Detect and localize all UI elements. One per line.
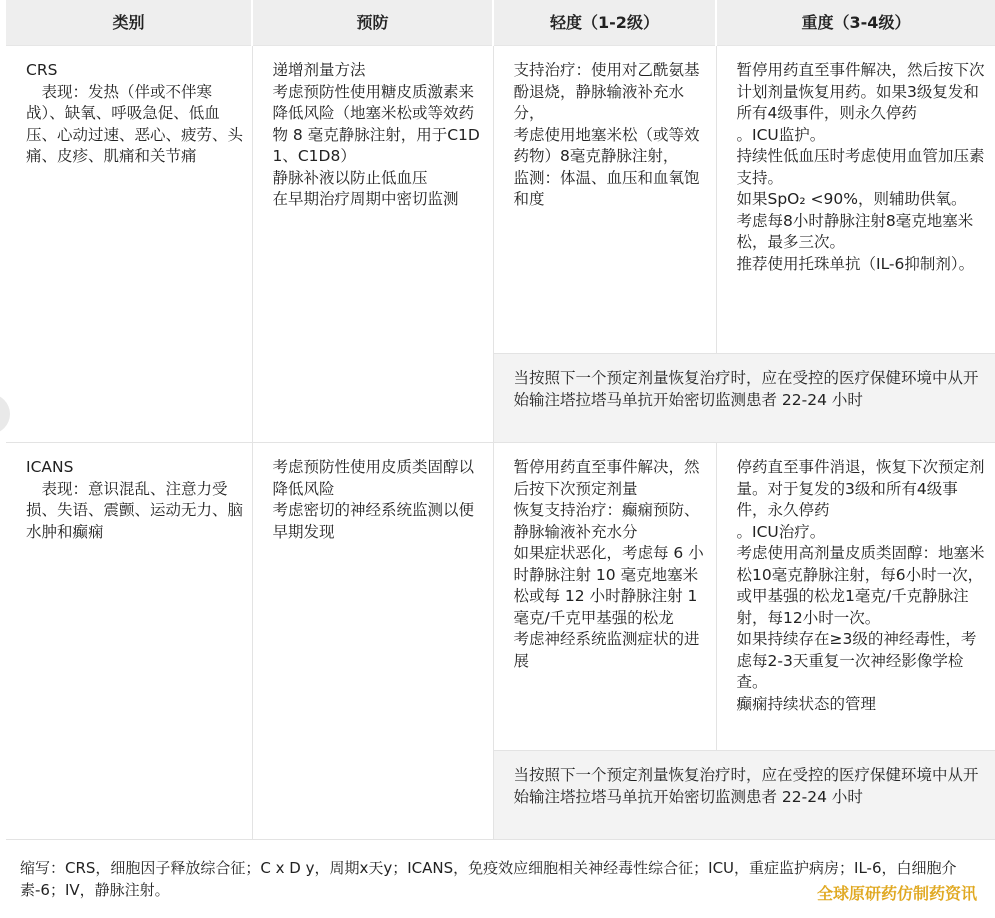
icans-manifestations: 表现：意识混乱、注意力受损、失语、震颤、运动无力、脑水肿和癫痫 <box>26 479 244 541</box>
icans-mild-line: 考虑神经系统监测症状的进展 <box>513 630 700 670</box>
crs-category-cell <box>6 46 252 443</box>
crs-severe-line: 考虑每8小时静脉注射8毫克地塞米松，最多三次。 <box>736 211 974 251</box>
icans-resume-note: 当按照下一个预定剂量恢复治疗时，应在受控的医疗保健环境中从开始输注塔拉塔马单抗开始密切监测患者 22-24 小时 <box>493 751 995 840</box>
table-row-crs <box>6 46 995 354</box>
icans-mild-cell <box>493 443 716 751</box>
crs-severe-cell <box>716 46 995 354</box>
treatment-table <box>6 0 995 840</box>
icans-mild-line: 恢复支持治疗：癫痫预防、静脉输液补充水分 <box>513 501 700 541</box>
crs-prevention-line: 递增剂量方法 <box>272 61 366 79</box>
icans-severe-line: 癫痫持续状态的管理 <box>736 694 877 713</box>
icans-category-cell <box>6 443 252 840</box>
treatment-table-wrapper <box>6 0 995 840</box>
crs-severe-line: 持续性低血压时考虑使用血管加压素支持。 <box>736 147 985 187</box>
table-header-row <box>6 0 995 46</box>
icans-prevention-line: 考虑预防性使用皮质类固醇以降低风险 <box>272 458 475 498</box>
crs-mild-line: 监测：体温、血压和血氧饱和度 <box>513 168 700 208</box>
crs-prevention-line: 考虑预防性使用糖皮质激素来降低风险（地塞米松或等效药物 8 毫克静脉注射，用于C1D1、C1D8） <box>272 82 480 165</box>
header-severe: 重度（3-4级） <box>716 0 995 46</box>
icans-severe-line: 停药直至事件消退，恢复下次预定剂量。对于复发的3级和所有4级事件，永久停药 <box>736 458 985 519</box>
icans-title: ICANS <box>26 458 74 476</box>
abbreviation-footnote: 缩写：CRS，细胞因子释放综合征；C x D y，周期x天y；ICANS，免疫效应细胞相关神经毒性综合征；ICU，重症监护病房；IL-6，白细胞介素-6；IV，静脉注射。 <box>20 859 957 899</box>
icans-mild-line: 暂停用药直至事件解决，然后按下次预定剂量 <box>513 458 700 498</box>
header-category: 类别 <box>6 0 252 46</box>
icans-mild-line: 如果症状恶化，考虑每 6 小时静脉注射 10 毫克地塞米松或每 12 小时静脉注射 1 毫克/千克甲基强的松龙 <box>513 544 704 627</box>
crs-mild-line: 支持治疗：使用对乙酰氨基酚退烧，静脉输液补充水分， <box>513 61 700 122</box>
icans-severe-line: 考虑使用高剂量皮质类固醇：地塞米松10毫克静脉注射，每6小时一次，或甲基强的松龙1毫克/千克静脉注射，每12小时一次。 <box>736 544 985 627</box>
crs-prevention-line: 在早期治疗周期中密切监测 <box>272 190 459 208</box>
crs-prevention-line: 静脉补液以防止低血压 <box>272 168 428 187</box>
header-prevention: 预防 <box>252 0 493 46</box>
crs-mild-cell <box>493 46 716 354</box>
table-row-icans <box>6 443 995 751</box>
crs-manifestations: 表现：发热（伴或不伴寒战）、缺氧、呼吸急促、低血压、心动过速、恶心、疲劳、头痛、皮疹、肌痛和关节痛 <box>26 82 244 165</box>
icans-severe-cell <box>716 443 995 751</box>
watermark-text: 全球原研药仿制药资讯 <box>816 884 977 903</box>
crs-severe-line: 。ICU监护。 <box>736 125 826 144</box>
icans-severe-line: 。ICU治疗。 <box>736 522 826 541</box>
crs-prevention-cell <box>252 46 493 443</box>
crs-resume-note: 当按照下一个预定剂量恢复治疗时，应在受控的医疗保健环境中从开始输注塔拉塔马单抗开始密切监测患者 22-24 小时 <box>493 354 995 443</box>
icans-prevention-line: 考虑密切的神经系统监测以便早期发现 <box>272 501 475 541</box>
icans-prevention-cell <box>252 443 493 840</box>
crs-mild-line: 考虑使用地塞米松（或等效药物）8毫克静脉注射， <box>513 125 700 165</box>
header-mild: 轻度（1-2级） <box>493 0 716 46</box>
crs-severe-line: 暂停用药直至事件解决，然后按下次计划剂量恢复用药。如果3级复发和所有4级事件，则永久停药 <box>736 61 985 122</box>
crs-severe-line: 推荐使用托珠单抗（IL-6抑制剂）。 <box>736 254 975 273</box>
icans-severe-line: 如果持续存在≥3级的神经毒性，考虑每2-3天重复一次神经影像学检查。 <box>736 630 977 691</box>
crs-title: CRS <box>26 61 58 79</box>
crs-severe-line: 如果SpO₂ <90%，则辅助供氧。 <box>736 190 967 208</box>
